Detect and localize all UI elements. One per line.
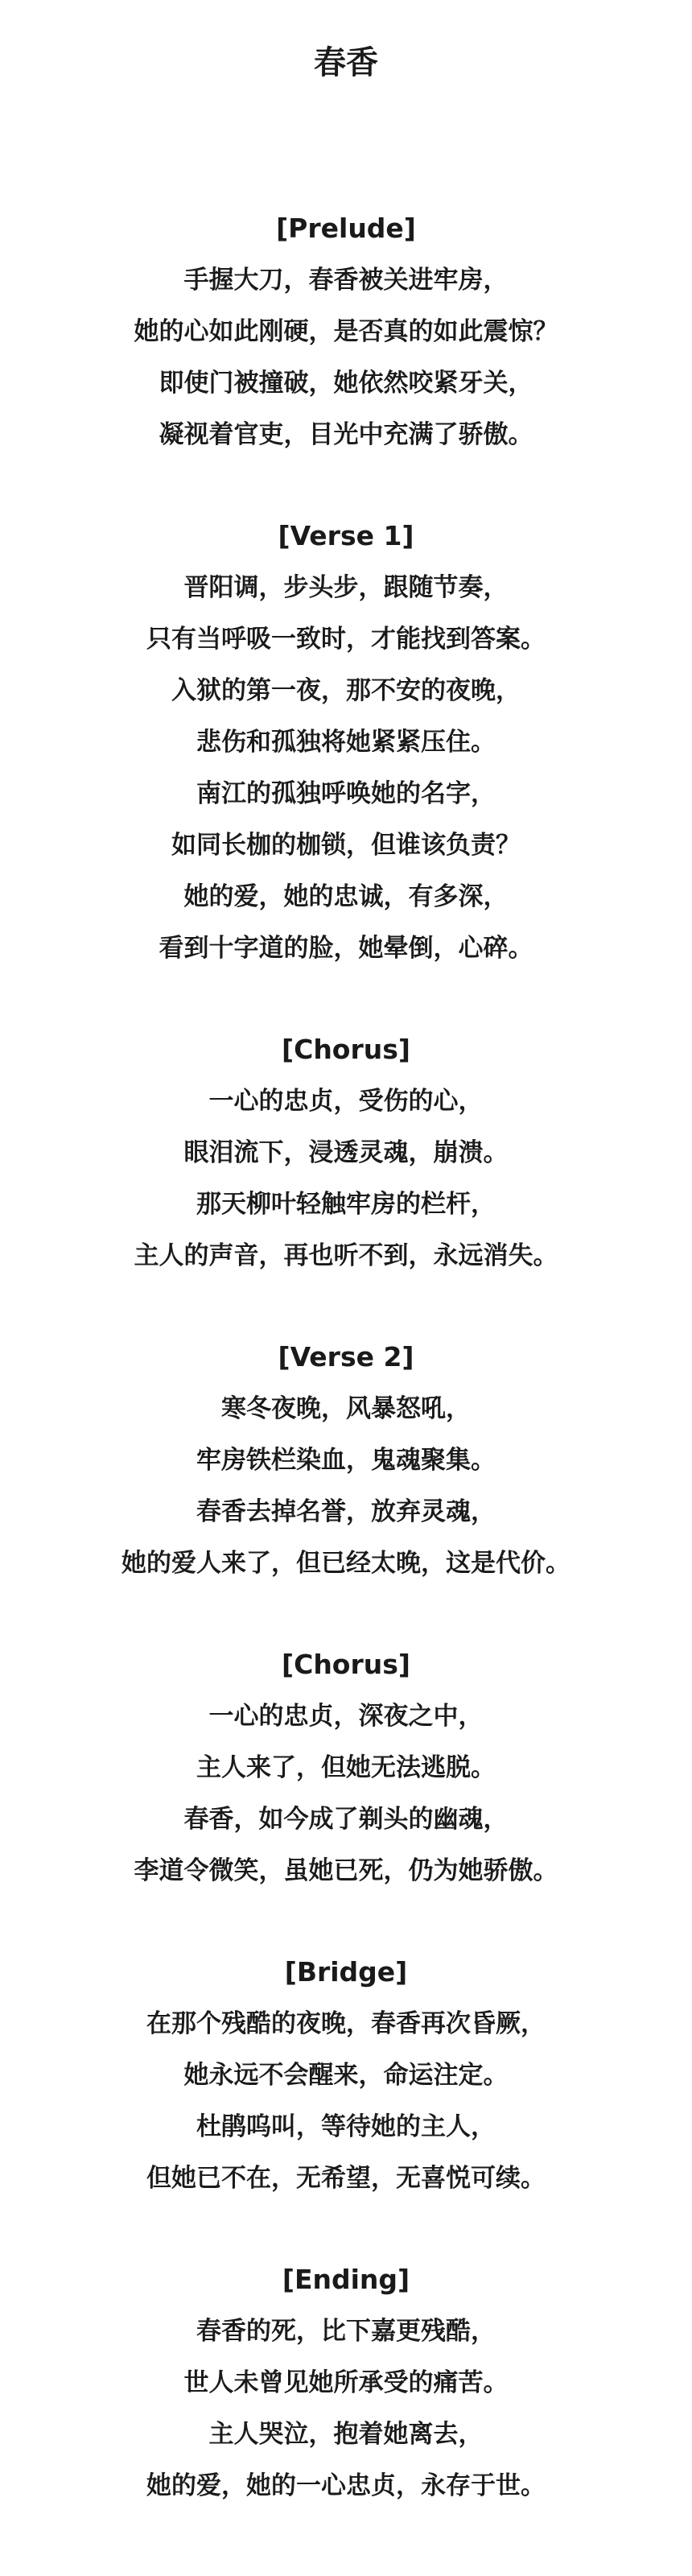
- section-label: [Bridge]: [284, 1956, 408, 1988]
- lyric-line: 一心的忠贞，受伤的心，: [208, 1087, 484, 1116]
- lyric-line: 一心的忠贞，深夜之中，: [208, 1702, 484, 1731]
- lyrics-body: [0, 203, 692, 2562]
- page-title: 春香: [314, 44, 378, 81]
- lyric-line: 春香，如今成了剃头的幽魂，: [183, 1805, 509, 1834]
- lyric-line: 但她已不在，无希望，无喜悦可续。: [146, 2164, 546, 2193]
- lyric-line: 牢房铁栏染血，鬼魂聚集。: [196, 1446, 496, 1475]
- section-chorus-1: [0, 1024, 692, 1282]
- lyric-line: 悲伤和孤独将她紧紧压住。: [196, 728, 496, 757]
- lyric-line: 李道令微笑，虽她已死，仍为她骄傲。: [134, 1856, 558, 1885]
- lyric-line: 她永远不会醒来，命运注定。: [183, 2061, 509, 2090]
- lyric-line: 寒冬夜晚，风暴怒吼，: [221, 1394, 471, 1423]
- lyric-line: 入狱的第一夜，那不安的夜晚，: [171, 676, 521, 705]
- section-verse-1: [0, 510, 692, 974]
- lyric-line: 看到十字道的脸，她晕倒，心碎。: [159, 934, 533, 963]
- lyric-line: 她的心如此刚硬，是否真的如此震惊？: [134, 317, 558, 346]
- lyric-line: 主人的声音，再也听不到，永远消失。: [134, 1241, 558, 1270]
- lyric-line: 春香的死，比下嘉更残酷，: [196, 2317, 496, 2346]
- lyric-line: 杜鹃呜叫，等待她的主人，: [196, 2112, 496, 2141]
- section-ending: [0, 2254, 692, 2512]
- lyric-line: 只有当呼吸一致时，才能找到答案。: [146, 625, 546, 654]
- section-bridge: [0, 1946, 692, 2204]
- section-label: [Prelude]: [276, 213, 416, 244]
- section-label: [Chorus]: [282, 1034, 410, 1065]
- lyric-line: 晋阳调，步头步，跟随节奏，: [183, 573, 509, 602]
- lyric-line: 她的爱，她的一心忠贞，永存于世。: [146, 2471, 546, 2500]
- lyric-line: 她的爱，她的忠诚，有多深，: [183, 882, 509, 911]
- lyric-line: 凝视着官吏，目光中充满了骄傲。: [159, 420, 533, 449]
- lyric-line: 主人来了，但她无法逃脱。: [196, 1753, 496, 1782]
- section-label: [Verse 1]: [278, 520, 414, 551]
- lyric-line: 眼泪流下，浸透灵魂，崩溃。: [183, 1138, 509, 1167]
- section-label: [Verse 2]: [278, 1341, 414, 1373]
- section-verse-2: [0, 1331, 692, 1589]
- lyric-line: 如同长枷的枷锁，但谁该负责？: [171, 831, 521, 860]
- section-prelude: [0, 203, 692, 460]
- lyric-line: 主人哭泣，抱着她离去，: [208, 2420, 484, 2449]
- lyric-line: 春香去掉名誉，放弃灵魂，: [196, 1497, 496, 1526]
- lyric-line: 她的爱人来了，但已经太晚，这是代价。: [122, 1549, 570, 1578]
- lyric-line: 那天柳叶轻触牢房的栏杆，: [196, 1190, 496, 1219]
- lyric-line: 即使门被撞破，她依然咬紧牙关，: [159, 369, 533, 398]
- lyric-line: 世人未曾见她所承受的痛苦。: [183, 2368, 509, 2397]
- section-label: [Chorus]: [282, 1649, 410, 1680]
- section-label: [Ending]: [282, 2264, 410, 2295]
- section-chorus-2: [0, 1639, 692, 1897]
- lyric-line: 在那个残酷的夜晚，春香再次昏厥，: [146, 2009, 546, 2038]
- lyric-line: 南江的孤独呼唤她的名字，: [196, 779, 496, 808]
- lyric-line: 手握大刀，春香被关进牢房，: [183, 266, 509, 295]
